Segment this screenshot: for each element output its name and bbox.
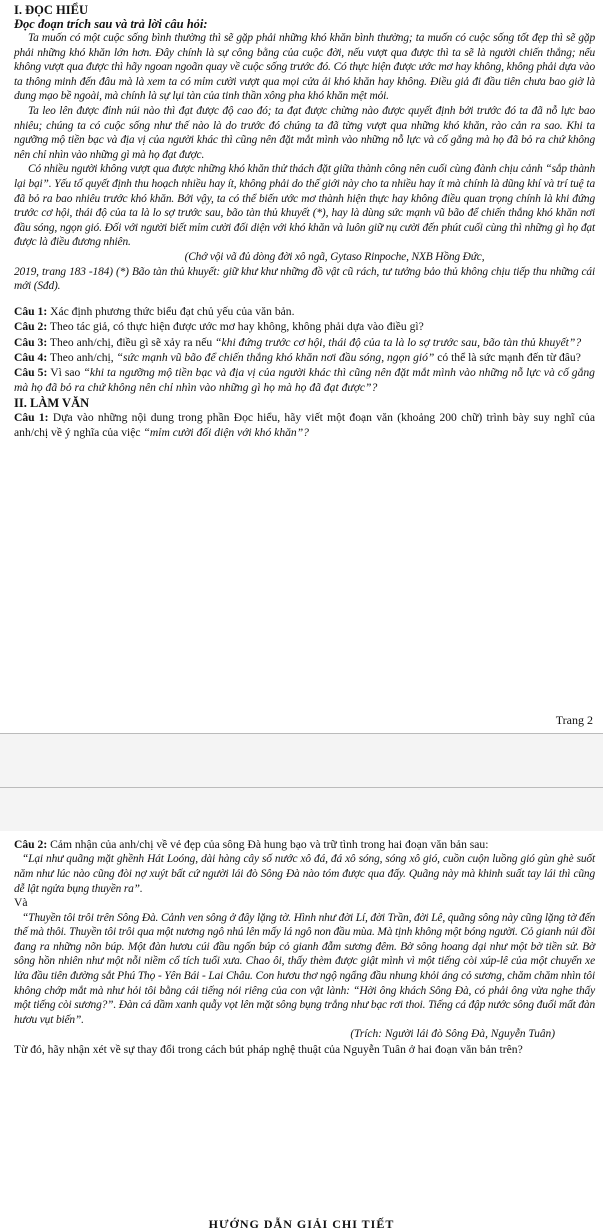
question-text: Cảm nhận của anh/chị về vẻ đẹp của sông Đà hung bạo và trữ tình trong hai đoạn văn bản sau:	[50, 838, 489, 851]
writing-question-2	[14, 838, 595, 852]
question-quote: “sức mạnh vũ bão để chiến thắng khó khăn nơi đầu sóng, ngọn gió”	[116, 350, 435, 364]
question-tail: có thể là sức mạnh đến từ đâu?	[434, 350, 581, 364]
page-divider	[0, 787, 603, 788]
passage-paragraph-1: Ta muốn có một cuộc sống bình thường thì sẽ gặp phải những khó khăn bình thường; ta muốn có cuộc sống tốt đẹp thì sẽ gặp phải những khó khăn lớn hơn. Đây chính là sự công bằng của cuộc đời, nếu vượt qua được thì ta sẽ là người chiến thắng; nếu không vượt qua được thì hãy ngoan ngoãn quay về cuộc sống trước đó. Có thực hiện được ước mơ hay không, không phải dựa vào ta thông minh đến đâu mà là xem ta có mỉm cười vượt qua mọi cửa ải khó khăn hay không. Điều giả đi đầu tiên chưa bao giờ là dung mạo bề ngoài, mà chính là sự lụi tàn của tinh thần xông pha khó khăn mệt mỏi.	[14, 32, 595, 103]
question-4	[14, 351, 595, 365]
question-label: Câu 5:	[14, 366, 48, 380]
writing-heading: II. LÀM VĂN	[14, 396, 90, 411]
question-2	[14, 320, 595, 334]
question-text: Theo anh/chị,	[49, 350, 117, 364]
question-label: Câu 2:	[14, 838, 48, 851]
question-label: Câu 2:	[14, 320, 48, 334]
excerpt-citation: (Trích: Người lái đò Sông Đà, Nguyễn Tuân)	[350, 1028, 555, 1041]
question-1	[14, 305, 595, 319]
page-divider	[0, 733, 603, 734]
question-text: Vì sao	[50, 366, 84, 380]
passage-paragraph-2: Ta leo lên được đỉnh núi nào thì đạt được độ cao đó; ta đạt được chừng nào được quyết định bởi trước đó ta đã nỗ lực bao nhiêu; chúng ta có cuộc sống như thế nào là do trước đó chúng ta đã từng vượt qua những khó khăn, rào cản ra sao. Khi ta ngưỡng mộ tiền bạc và địa vị của người khác thì cũng nên đặt mắt mình vào những nỗ lực và cố gắng mà họ đã bỏ ra chứ không nên chỉ nhìn vào những gì mà họ đạt được.	[14, 104, 595, 161]
question-label: Câu 1:	[14, 411, 49, 425]
question-label: Câu 3:	[14, 335, 48, 349]
reading-instruction: Đọc đoạn trích sau và trả lời câu hỏi:	[14, 17, 208, 31]
question-5	[14, 366, 595, 395]
exam-page-2	[0, 831, 603, 1231]
passage-paragraph-3: Có nhiều người không vượt qua được những khó khăn thử thách đặt giữa thành công nên cuối cùng đành chịu cảnh “sắp thành lại bại”. Yếu tố quyết định thu hoạch nhiều hay ít, không phải do thế giới này cho ta nhiều hay ít mà chính là dũng khí và trí tuệ ta đã bỏ ra bao nhiêu trước khó khăn. Bởi vậy, ta có thể biến ước mơ thành hiện thực hay không điều quan trọng chính là khi đứng trước cơ hội, thái độ của ta là lo sợ trước sau, bão tàn thủ khuyết (*), hay là dùng sức mạnh vũ bão để chiến thắng khó khăn nơi đầu sóng, ngọn gió. Đối với người biết mỉm cười đối diện với khó khăn và luôn giữ nụ cười đến phút cuối cùng thì những gì họ đạt được là điều đương nhiên.	[14, 163, 595, 249]
page-gap	[0, 733, 603, 831]
question-quote: “khi đứng trước cơ hội, thái độ của ta là lo sợ trước sau, bão tàn thủ khuyết”?	[215, 335, 582, 349]
question-text: Theo anh/chị, điều gì sẽ xảy ra nếu	[49, 335, 216, 349]
question-quote: “mỉm cười đối diện với khó khăn”?	[143, 425, 309, 439]
page-number: Trang 2	[555, 713, 593, 727]
conclusion-prompt: Từ đó, hãy nhận xét về sự thay đổi trong cách bút pháp nghệ thuật của Nguyễn Tuân ở hai đoạn văn bản trên?	[14, 1042, 523, 1056]
question-text: Theo tác giả, có thực hiện được ước mơ hay không, không phải dựa vào điều gì?	[49, 320, 424, 334]
reading-heading: I. ĐỌC HIỂU	[14, 3, 88, 17]
excerpt-1: “Lại như quãng mặt ghềnh Hát Loóng, dài hàng cây số nước xô đá, đá xô sóng, sóng xô gió, cuồn cuộn luồng gió gùn ghè suốt năm như lúc nào cũng đòi nợ xuýt bất cứ người lái đò Sông Đà nào tóm được qua đấy. Quãng này mà khinh suất tay lái thì cũng dễ lật ngửa bụng thuyền ra”.	[14, 853, 595, 895]
question-label: Câu 4:	[14, 350, 48, 364]
question-label: Câu 1:	[14, 304, 48, 318]
question-quote: “khi ta ngưỡng mộ tiền bạc và địa vị của người khác thì cũng nên đặt mắt mình vào những nỗ lực và cố gắng mà họ đã bỏ ra chứ không nên chỉ nhìn vào những gì họ mà họ đã đạt được”?	[14, 366, 595, 394]
question-text: Dựa vào những nội dung trong phần Đọc hiểu, hãy viết một đoạn văn (khoảng 200 chữ) trình bày suy nghĩ của anh/chị về ý nghĩa của việc	[14, 411, 595, 439]
excerpt-connector: Và	[14, 896, 28, 910]
excerpt-2: “Thuyền tôi trôi trên Sông Đà. Cảnh ven sông ở đây lặng tờ. Hình như đời Lí, đời Trần, đời Lê, quãng sông này cũng lặng tờ đến thế mà thôi. Thuyền tôi trôi qua một nương ngô nhú lên mấy lá ngô non đầu mùa. Mà tịnh không một bóng người. Cỏ gianh núi đồi đang ra những nõn búp. Một đàn hươu cúi đầu ngốn búp cỏ gianh đẫm sương đêm. Bờ sông hoang dại như một bờ tiền sử. Bờ sông hồn nhiên như một nỗi niềm cổ tích tuổi xưa. Chao ôi, thấy thèm được giật mình vì một tiếng còi xúp-lê của một chuyến xe lửa đầu tiên đường sắt Phú Thọ - Yên Bái - Lai Châu. Con hươu thơ ngộ ngẩng đầu nhung khỏi áng cỏ sương, chăm chăm nhìn tôi không chớp mắt mà như hỏi tôi bằng cái tiếng nói riêng của con vật lành: “Hời ông khách Sông Đà, có phải ông vừa nghe thấy một tiếng còi sương?”. Đàn cá dầm xanh quẫy vọt lên mặt sông bụng trắng như bạc rơi thoi. Tiếng cá đập nước sông đuổi mất đàn hươu vụt biến”.	[14, 911, 595, 1026]
source-line-1: (Chớ vội vã đủ dòng đời xô ngã, Gytaso Rinpoche, NXB Hồng Đức,	[184, 250, 485, 263]
passage-source	[14, 250, 595, 294]
question-text: Xác định phương thức biểu đạt chủ yếu của văn bản.	[50, 304, 295, 318]
question-3	[14, 336, 595, 350]
writing-question-1	[14, 411, 595, 440]
source-line-2: 2019, trang 183 -184) (*) Bão tàn thủ khuyết: giữ khư khư những đồ vật cũ rách, tư tưởng bảo thủ không chịu tiếp thu những cái mới (Sđd).	[14, 265, 595, 293]
answer-guide-heading: HƯỚNG DẪN GIẢI CHI TIẾT	[208, 1217, 395, 1231]
